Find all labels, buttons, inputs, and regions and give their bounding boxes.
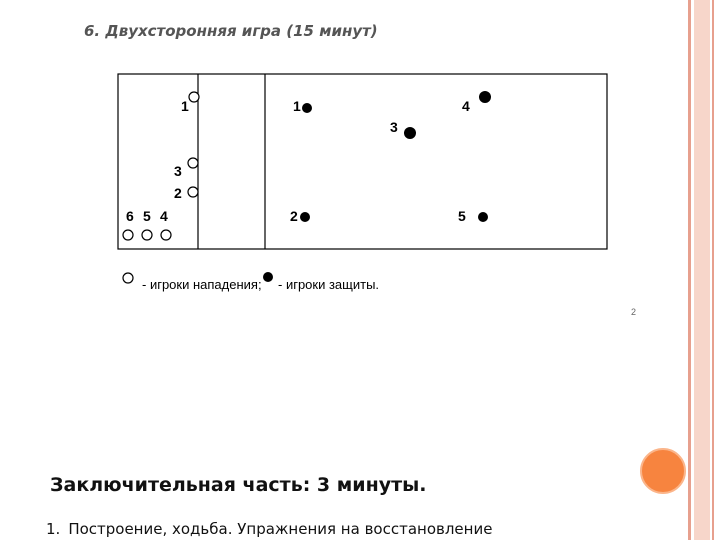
legend: [123, 272, 379, 292]
svg-text:5: 5: [143, 208, 151, 224]
defender-2: [290, 208, 310, 224]
slide-heading: 6. Двухсторонняя игра (15 минут): [84, 22, 378, 40]
attacker-6: [123, 208, 134, 240]
attacker-1: [181, 92, 199, 114]
list-item: [46, 520, 492, 538]
svg-text:2: 2: [290, 208, 298, 224]
section-title: Заключительная часть: 3 минуты.: [50, 474, 427, 496]
attacker-2: [174, 185, 198, 201]
attacker-3: [174, 158, 198, 179]
list-item-text: Построение, ходьба. Упражнения на восстановление: [68, 520, 493, 538]
legend-attack-label: - игроки нападения;: [142, 277, 262, 292]
list-item-number: 1.: [46, 520, 61, 538]
svg-text:5: 5: [458, 208, 466, 224]
page-number: 2: [631, 307, 637, 317]
svg-text:2: 2: [174, 185, 182, 201]
svg-text:1: 1: [293, 98, 301, 114]
svg-text:4: 4: [462, 98, 470, 114]
defender-1: [293, 98, 312, 114]
attacker-5: [142, 208, 152, 240]
svg-text:4: 4: [160, 208, 168, 224]
defender-5: [458, 208, 488, 224]
svg-text:1: 1: [181, 98, 189, 114]
svg-text:3: 3: [174, 163, 182, 179]
attacker-4: [160, 208, 171, 240]
svg-text:3: 3: [390, 119, 398, 135]
svg-text:6: 6: [126, 208, 134, 224]
defender-4: [462, 91, 491, 114]
defender-3: [390, 119, 416, 139]
legend-attack-marker: [123, 273, 133, 283]
legend-defense-marker: [263, 272, 273, 282]
legend-defense-label: - игроки защиты.: [278, 277, 380, 292]
